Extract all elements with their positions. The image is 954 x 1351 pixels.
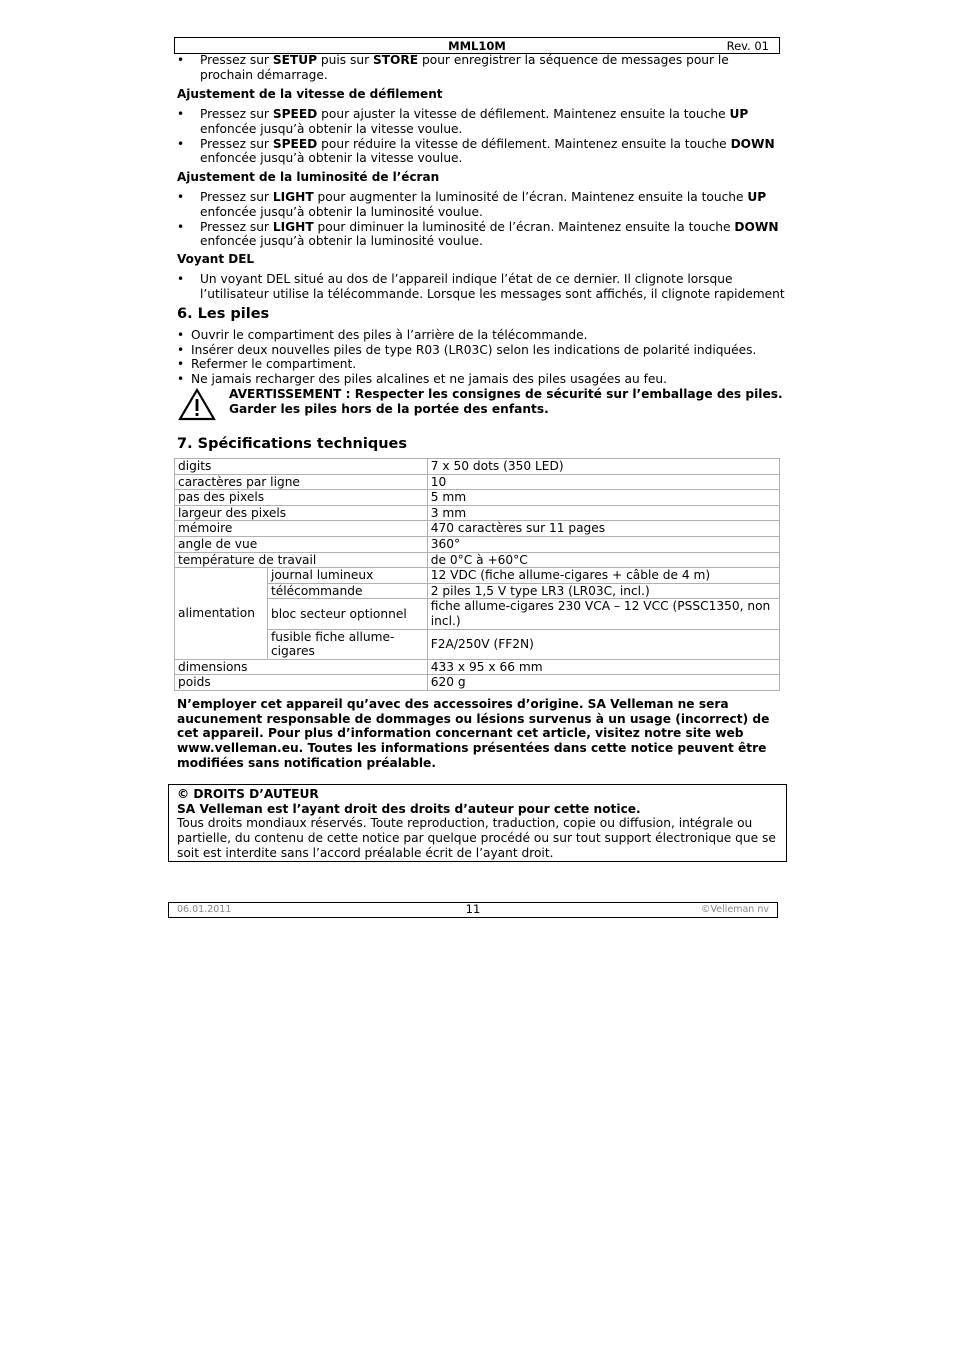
bullet-icon: • (177, 53, 185, 67)
list-item: • Insérer deux nouvelles piles de type R03 (LR03C) selon les indications de polarité indiquées. (177, 342, 757, 357)
copyright-box: © DROITS D’AUTEUR SA Velleman est l’ayant droit des droits d’auteur pour cette notice. Tous droits mondiaux réservés. Toute reproduction, traduction, copie ou diffusion, intégrale ou partielle, du contenu de cette notice par quelque procédé ou sur tout support électronique que se soit est interdite sans l’accord préalable écrit de l’ayant droit. (168, 784, 787, 862)
light-heading: Ajustement de la luminosité de l’écran (177, 170, 440, 184)
table-row: mémoire 470 caractères sur 11 pages (175, 521, 780, 537)
footer-brand: ©Velleman nv (701, 904, 769, 915)
list-item: • Pressez sur SPEED pour réduire la vitesse de défilement. Maintenez ensuite la touche DOWN enfoncée jusqu’à obtenir la vitesse voulue. (177, 136, 775, 166)
list-item: • Pressez sur LIGHT pour augmenter la luminosité de l’écran. Maintenez ensuite la touche UP enfoncée jusqu’à obtenir la luminosité voulue. (177, 190, 767, 219)
table-row: fusible fiche allume-cigares F2A/250V (FF2N) (175, 629, 780, 659)
table-row: dimensions 433 x 95 x 66 mm (175, 659, 780, 675)
power-label: alimentation (175, 568, 268, 660)
specs-table (174, 458, 780, 691)
bullet-icon: • (177, 136, 185, 151)
warning-text: AVERTISSEMENT : Respecter les consignes de sécurité sur l’emballage des piles. Garder les piles hors de la portée des enfants. (229, 387, 783, 416)
bullet-icon: • (177, 190, 185, 204)
table-row: digits 7 x 50 dots (350 LED) (175, 459, 780, 475)
copyright-title: © DROITS D’AUTEUR (177, 787, 319, 801)
table-row: poids 620 g (175, 675, 780, 691)
table-row: caractères par ligne 10 (175, 474, 780, 490)
list-item: • Ne jamais recharger des piles alcalines et ne jamais des piles usagées au feu. (177, 371, 667, 386)
list-item: • Ouvrir le compartiment des piles à l’arrière de la télécommande. (177, 328, 588, 342)
copyright-owner: SA Velleman est l’ayant droit des droits d’auteur pour cette notice. (177, 801, 641, 816)
page-footer (168, 902, 778, 918)
list-item: • Refermer le compartiment. (177, 357, 357, 372)
table-row: température de travail de 0°C à +60°C (175, 552, 780, 568)
list-item: • Pressez sur SPEED pour ajuster la vitesse de défilement. Maintenez ensuite la touche UP enfoncée jusqu’à obtenir la vitesse voulue. (177, 107, 749, 136)
table-row: largeur des pixels 3 mm (175, 505, 780, 521)
table-row: bloc secteur optionnel fiche allume-cigares 230 VCA – 12 VCC (PSSC1350, non incl.) (175, 599, 780, 629)
warning-icon (178, 388, 216, 421)
specs-heading: 7. Spécifications techniques (177, 436, 408, 452)
list-item: • Pressez sur LIGHT pour diminuer la luminosité de l’écran. Maintenez ensuite la touche DOWN enfoncée jusqu’à obtenir la luminosité voulue. (177, 219, 779, 249)
footer-date: 06.01.2011 (177, 904, 232, 915)
page-number: 11 (465, 902, 481, 916)
disclaimer-notice: N’employer cet appareil qu’avec des accessoires d’origine. SA Velleman ne sera aucunement responsable de dommages ou lésions survenus à un usage (incorrect) de cet appareil. Pour plus d’information concernant cet article, visitez notre site web www.velleman.eu. Toutes les informations présentées dans cette notice peuvent être modifiées sans notification préalable. (177, 697, 770, 770)
light-list (177, 190, 787, 249)
table-row: angle de vue 360° (175, 536, 780, 552)
table-row: pas des pixels 5 mm (175, 490, 780, 506)
led-heading: Voyant DEL (177, 252, 255, 266)
bullet-icon: • (177, 219, 185, 234)
page-header (174, 37, 780, 54)
bullet-icon: • (177, 272, 185, 286)
table-row: télécommande 2 piles 1,5 V type LR3 (LR03C, incl.) (175, 583, 780, 599)
model-title: MML10M (448, 39, 506, 53)
revision-label: Rev. 01 (726, 39, 769, 53)
table-row: alimentation journal lumineux 12 VDC (fiche allume-cigares + câble de 4 m) (175, 568, 780, 584)
batteries-list (177, 328, 787, 386)
speed-heading: Ajustement de la vitesse de défilement (177, 87, 443, 101)
speed-list (177, 107, 787, 166)
bullet-icon: • (177, 107, 185, 121)
batteries-heading: 6. Les piles (177, 306, 270, 322)
